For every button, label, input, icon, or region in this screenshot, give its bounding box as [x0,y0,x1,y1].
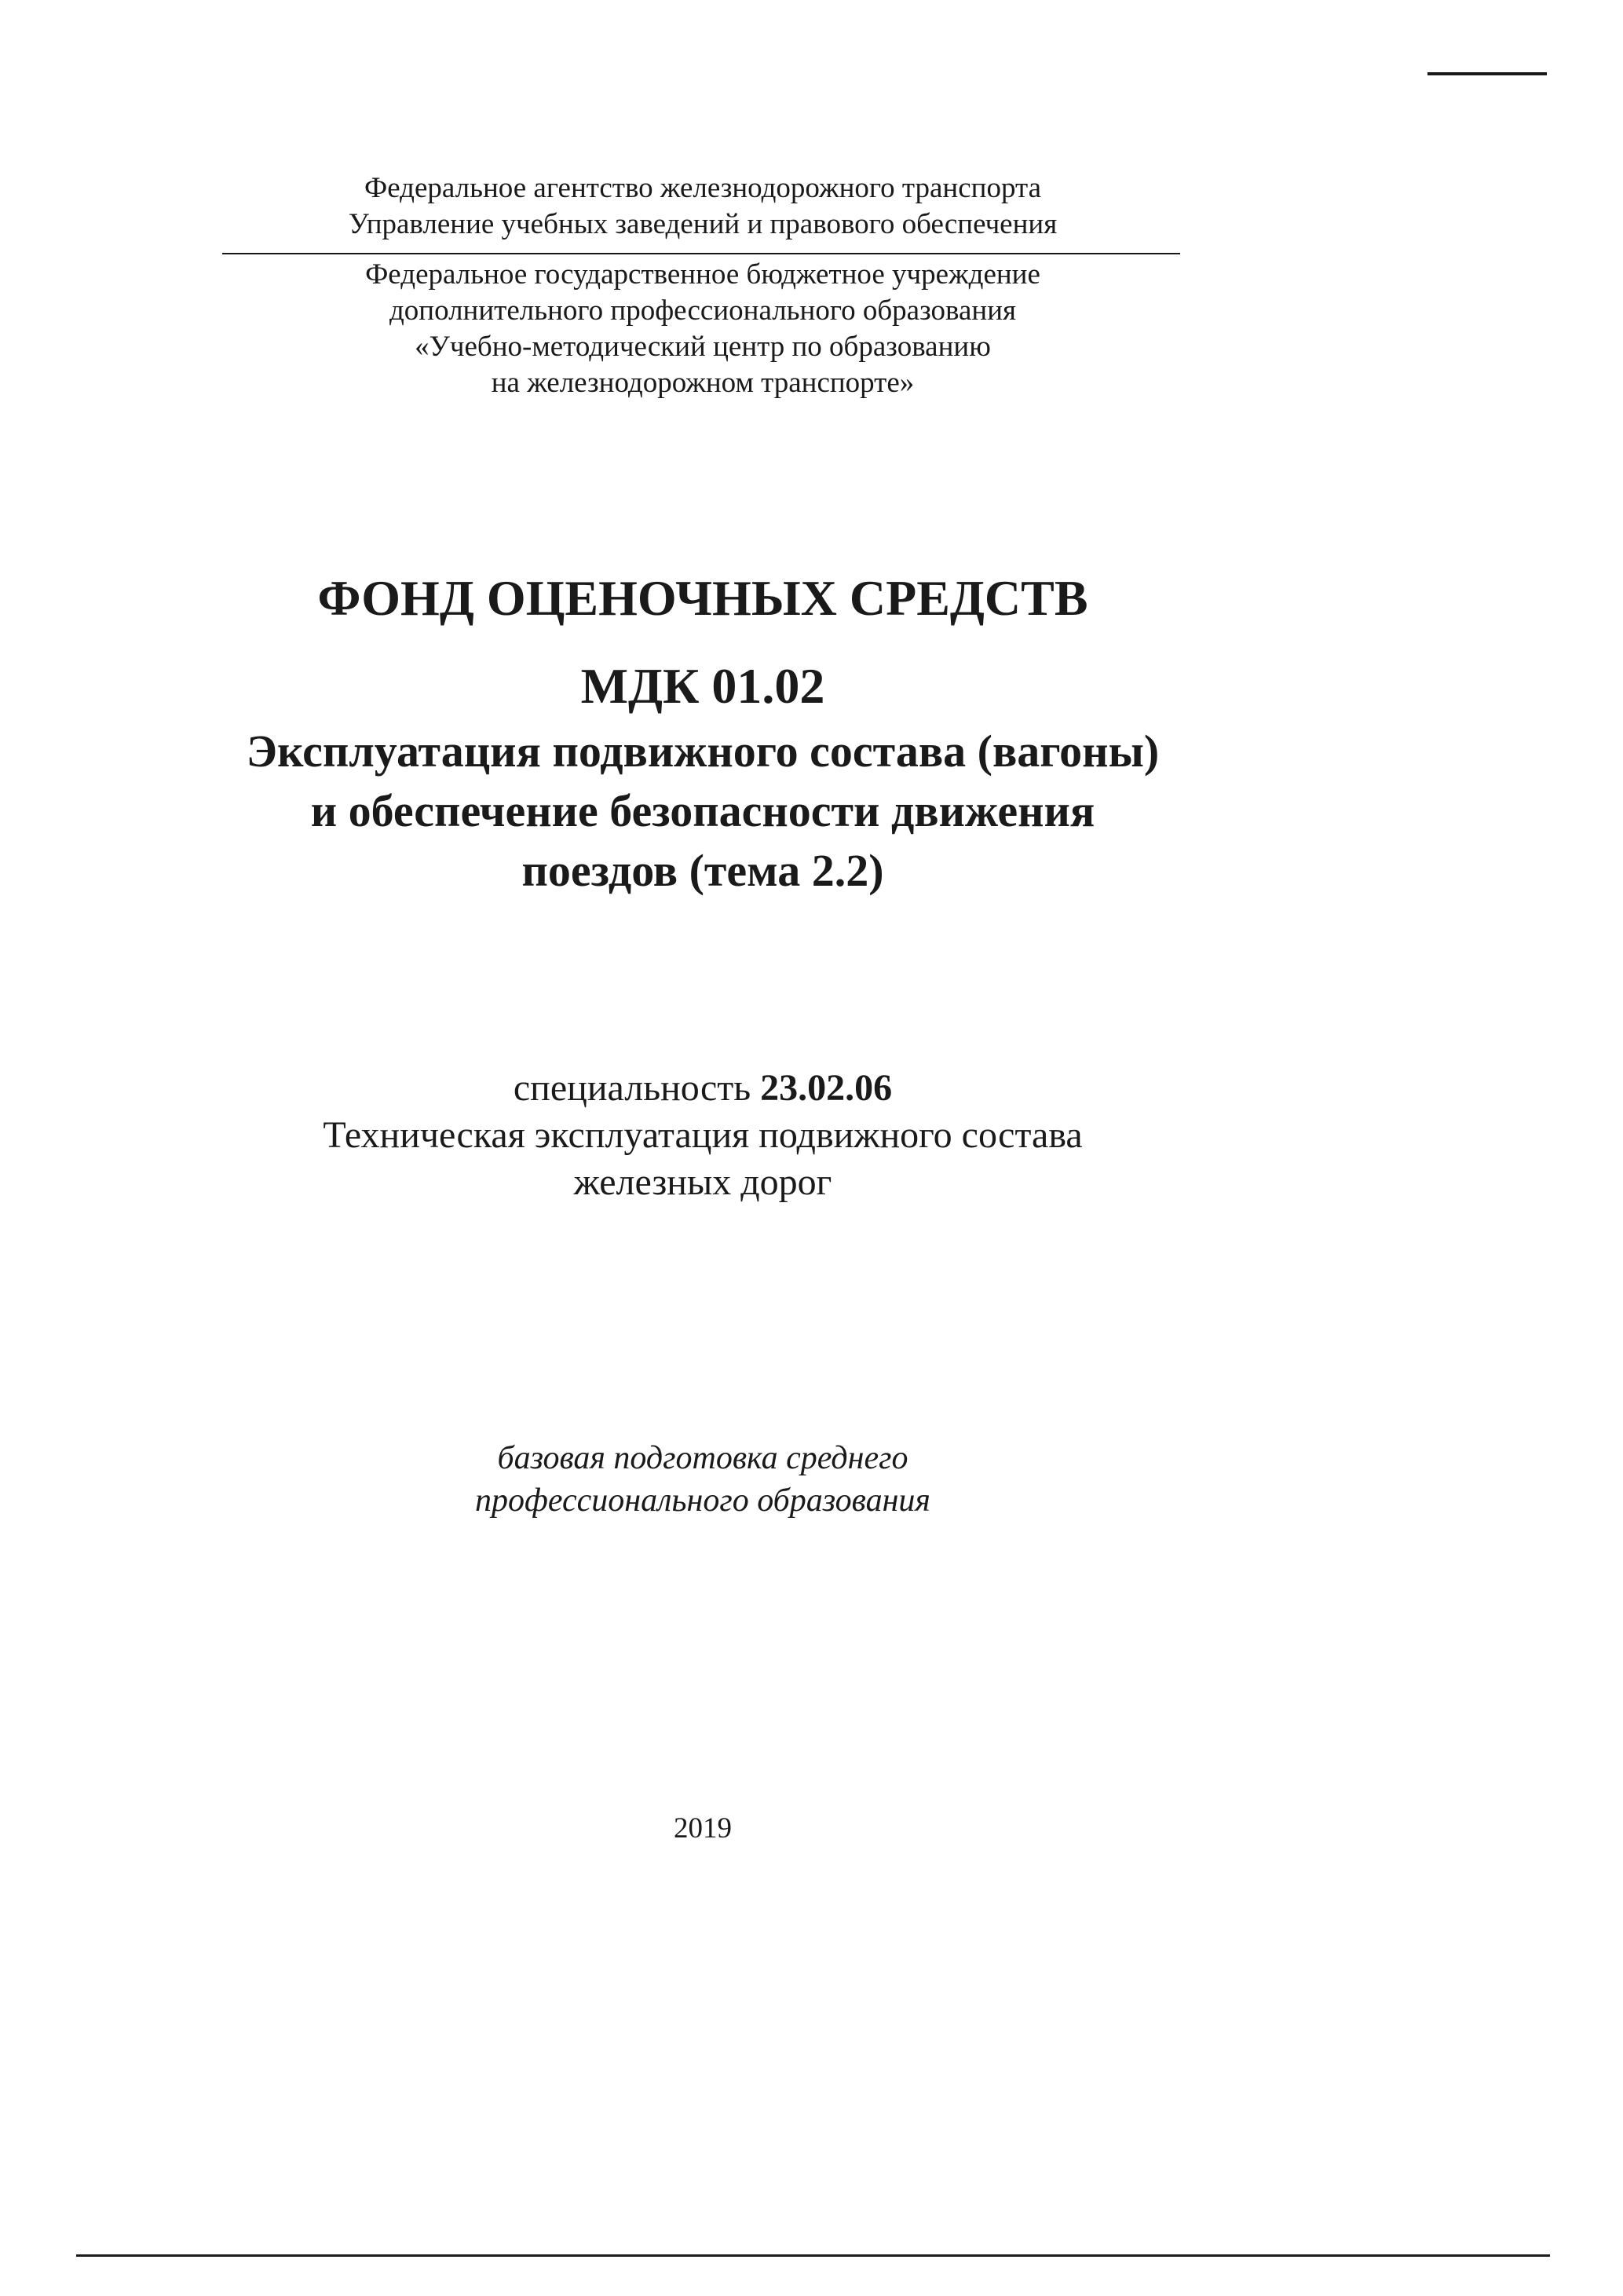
subject-line-3: поездов (тема 2.2) [521,845,884,896]
specialty-name-line-2: железных дорог [573,1161,832,1203]
header-divider [222,253,1180,254]
publication-year: 2019 [674,1812,732,1844]
subject-line-1: Эксплуатация подвижного состава (вагоны) [246,726,1160,777]
module-code: МДК 01.02 [580,658,825,714]
specialty-label: специальность [513,1067,751,1109]
department-name: Управление учебных заведений и правового обеспечения [348,208,1058,240]
bottom-rule [76,2254,1550,2257]
institution-line-4: на железнодорожном транспорте» [491,367,915,399]
training-level-line-2: профессионального образования [475,1483,930,1519]
institution-line-1: Федеральное государственное бюджетное учреждение [365,258,1040,291]
specialty-line [0,1066,1406,1110]
specialty-name-line-1: Техническая эксплуатация подвижного состава [323,1114,1083,1156]
document-title: ФОНД ОЦЕНОЧНЫХ СРЕДСТВ [317,570,1088,626]
institution-line-2: дополнительного профессионального образования [389,294,1017,327]
specialty-code: 23.02.06 [760,1067,893,1109]
subject-line-2: и обеспечение безопасности движения [310,785,1095,836]
top-right-rule [1427,72,1547,75]
institution-line-3: «Учебно-методический центр по образованию [415,331,991,363]
agency-name: Федеральное агентство железнодорожного транспорта [364,172,1042,204]
training-level-line-1: базовая подготовка среднего [497,1440,908,1476]
